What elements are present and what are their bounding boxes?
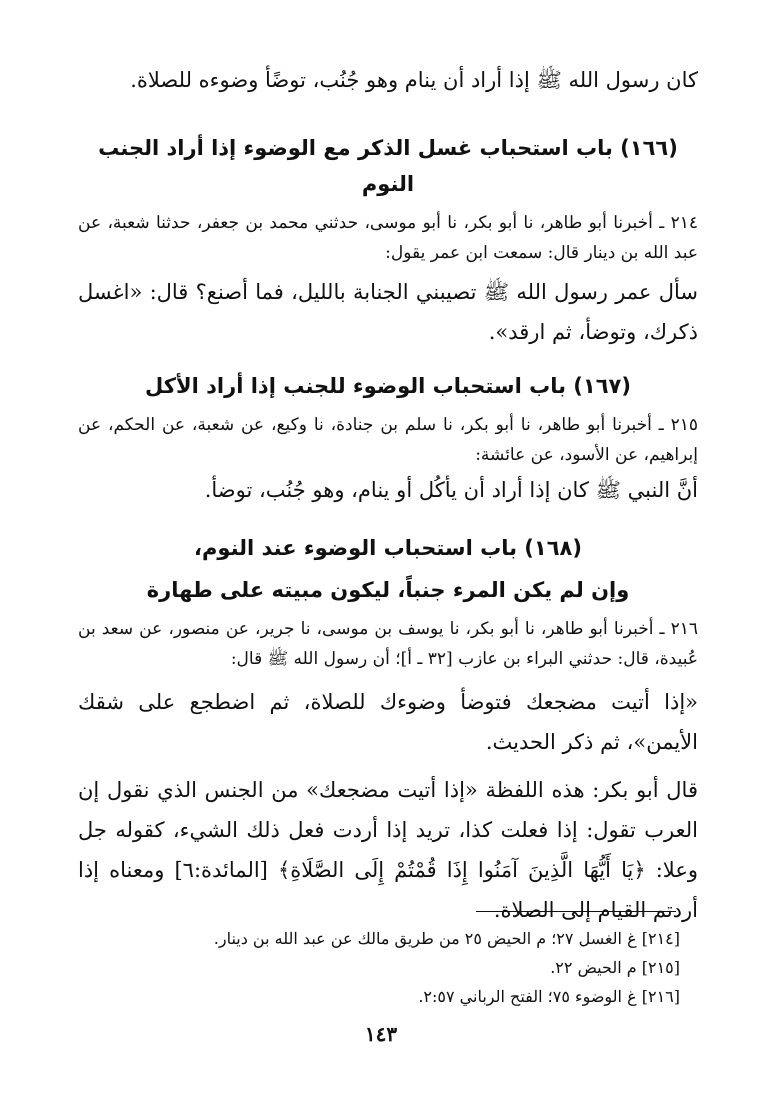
section-168-heading-line1: (١٦٨) باب استحباب الوضوء عند النوم،: [194, 536, 582, 560]
hadith-214-chain: ٢١٤ ـ أخبرنا أبو طاهر، نا أبو بكر، نا أبو موسى، حدثني محمد بن جعفر، حدثنا شعبة، عن عبد الله بن دينار قال: سمعت ابن عمر يقول:: [78, 213, 698, 263]
intro-text: كان رسول الله ﷺ إذا أراد أن ينام وهو جُنُب، توضًأ وضوءه للصلاة.: [130, 68, 698, 92]
page-body: [78, 60, 698, 930]
footnote-divider: [476, 911, 676, 912]
footnote-216: [٢١٦] غ الوضوء ٧٥؛ الفتح الرباني ٢:٥٧.: [418, 987, 680, 1006]
hadith-214-text: سأل عمر رسول الله ﷺ تصيبني الجنابة بالليل، فما أصنع؟ قال: «اغسل ذكرك، وتوضأ، ثم ارقد».: [78, 280, 698, 344]
footnote-214: [٢١٤] غ الغسل ٢٧؛ م الحيض ٢٥ من طريق مالك عن عبد الله بن دينار.: [213, 929, 680, 948]
section-168-heading-line2: وإن لم يكن المرء جنباً، ليكون مبيته على طهارة: [146, 578, 630, 602]
commentary-text: قال أبو بكر: هذه اللفظة «إذا أتيت مضجعك» من الجنس الذي نقول إن العرب تقول: إذا فعلت كذا، تريد إذا أردت فعل ذلك الشيء، كقوله جل وعلا: ﴿يَا أَيُّهَا الَّذِينَ آمَنُوا إِذَا قُمْتُمْ إِلَى الصَّلَاةِ﴾ [المائدة:٦] ومعناه إذا أردتم القيام إلى الصلاة.: [78, 778, 699, 922]
section-166-heading: (١٦٦) باب استحباب غسل الذكر مع الوضوء إذا أراد الجنب النوم: [98, 136, 678, 196]
section-167-heading: (١٦٧) باب استحباب الوضوء للجنب إذا أراد الأكل: [145, 374, 631, 398]
hadith-215-text: أنَّ النبي ﷺ كان إذا أراد أن يأكُل أو ينام، وهو جُنُب، توضأ.: [204, 478, 698, 502]
footnotes: [90, 924, 680, 1011]
hadith-216-text: «إذا أتيت مضجعك فتوضأ وضوءك للصلاة، ثم اضطجع على شقك الأيمن»، ثم ذكر الحديث.: [78, 690, 698, 754]
hadith-215-chain: ٢١٥ ـ أخبرنا أبو طاهر، نا أبو بكر، نا سلم بن جنادة، نا وكيع، عن شعبة، عن الحكم، عن إبراهيم، عن الأسود، عن عائشة:: [78, 415, 698, 465]
page-number: ١٤٣: [364, 1022, 398, 1046]
footnote-215: [٢١٥] م الحيض ٢٢.: [550, 958, 680, 977]
hadith-216-chain: ٢١٦ ـ أخبرنا أبو طاهر، نا أبو بكر، نا يوسف بن موسى، نا جرير، عن منصور، عن سعد بن عُبيدة، قال: حدثني البراء بن عازب [٣٢ ـ أ]؛ أن رسول الله ﷺ قال:: [78, 619, 698, 669]
